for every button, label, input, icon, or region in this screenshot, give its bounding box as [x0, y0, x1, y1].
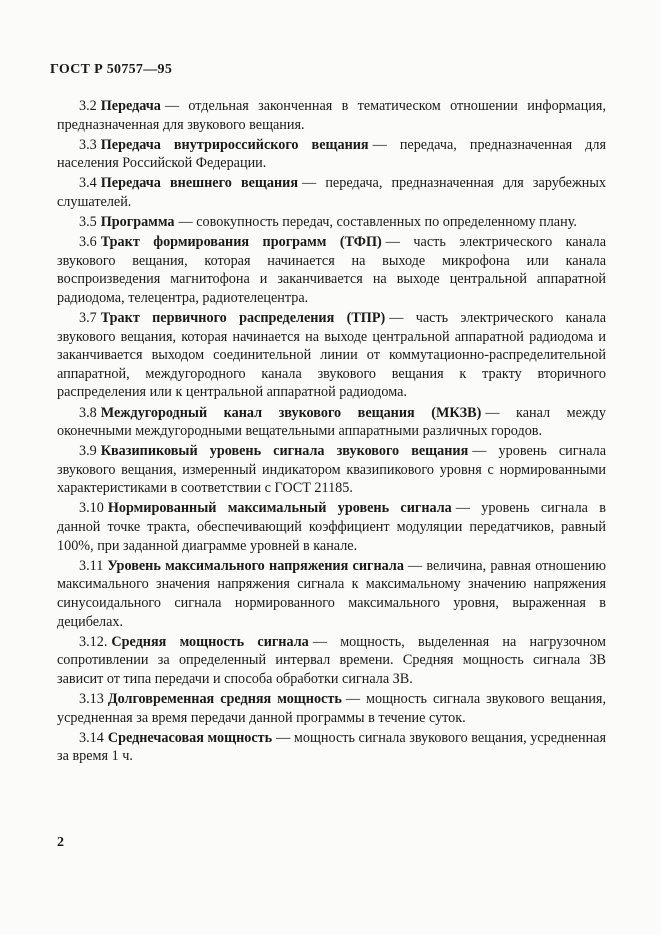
clause-number: 3.8: [79, 404, 97, 421]
clause-term: Передача: [100, 98, 161, 114]
clause-3-14: [57, 729, 606, 766]
clause-term: Тракт формирования программ (ТФП): [100, 234, 382, 251]
clause-3-4: [57, 174, 606, 211]
clause-number: 3.11: [79, 557, 104, 574]
clause-text: — часть электрического канала звукового вещания, которая начинается на выходе микрофона или канала воспроизведения магнитофона и заканчивается на выходе центральной аппаратной радиодома, телецентра, радиотелецентра.: [57, 234, 607, 306]
clause-number: 3.2: [79, 98, 97, 114]
clause-number: 3.9: [79, 443, 97, 460]
clause-3-5: [57, 213, 606, 232]
clause-number: 3.5: [79, 214, 97, 231]
clause-term: Средняя мощность сигнала: [111, 633, 309, 650]
clause-term: Передача внешнего вещания: [100, 175, 298, 192]
clause-term: Квазипиковый уровень сигнала звукового вещания: [100, 443, 469, 460]
clause-text: — канал между оконечными междугородными вещательными аппаратными различных городов.: [57, 404, 606, 440]
standard-header: ГОСТ Р 50757—95: [50, 62, 173, 77]
clause-text: — мощность сигнала звукового вещания, усредненная за время 1 ч.: [57, 729, 606, 765]
clause-text: — мощность, выделенная на нагрузочном сопротивлении за определенный интервал времени. Средняя мощность сигнала ЗВ зависит от типа передачи и способа обработки сигнала ЗВ.: [57, 633, 606, 687]
clause-number: 3.12.: [79, 633, 108, 650]
clause-text: — совокупность передач, составленных по определенному плану.: [178, 214, 577, 231]
clause-term: Тракт первичного распределения (ТПР): [100, 310, 386, 327]
clause-number: 3.3: [79, 136, 97, 153]
clause-text: — отдельная законченная в тематическом отношении информация, предназначенная для звукового вещания.: [57, 98, 606, 133]
clause-3-13: [57, 690, 606, 727]
clause-text: — передача, предназначенная для населения Российской Федерации.: [57, 136, 606, 172]
clause-3-9: [57, 442, 606, 498]
clause-3-6: [57, 233, 606, 307]
clause-3-8: [57, 404, 606, 441]
clause-term: Нормированный максимальный уровень сигнала: [107, 500, 452, 517]
clause-text: — часть электрического канала звукового вещания, которая начинается на выходе центральной аппаратной радиодома и заканчивается выходом соединительной линии от коммутационно-распределительной аппаратной, междугородного канала звукового вещания к тракту вторичного распределения или к центральной аппаратной радиодома.: [57, 310, 607, 401]
clause-term: Долговременная средняя мощность: [107, 690, 342, 707]
clause-text: — уровень сигнала в данной точке тракта, обеспечивающий коэффициент модуляции передатчиков, равный 100%, при заданной диаграмме уровней в канале.: [57, 500, 606, 554]
clause-3-11: [57, 557, 606, 631]
clause-term: Программа: [100, 214, 175, 231]
clause-3-7: [57, 309, 606, 402]
clause-3-2: [57, 97, 606, 134]
clause-term: Передача внутрироссийского вещания: [100, 136, 369, 153]
page-number: 2: [57, 835, 64, 850]
clause-3-10: [57, 499, 606, 555]
clause-text: — величина, равная отношению максимального значения напряжения сигнала к максимальному значению напряжения синусоидального сигнала нормированного максимального уровня, выраженная в децибелах.: [57, 557, 606, 630]
clause-term: Междугородный канал звукового вещания (МКЗВ): [100, 404, 482, 421]
clause-number: 3.14: [79, 729, 104, 746]
clause-term: Среднечасовая мощность: [107, 729, 273, 746]
definitions-body: [57, 97, 606, 767]
clause-number: 3.10: [79, 500, 104, 517]
clause-number: 3.13: [79, 690, 104, 707]
clause-text: — передача, предназначенная для зарубежных слушателей.: [57, 175, 606, 210]
clause-text: — мощность сигнала звукового вещания, усредненная за время передачи данной программы в течение суток.: [57, 690, 606, 726]
clause-number: 3.7: [79, 310, 97, 327]
clause-term: Уровень максимального напряжения сигнала: [107, 557, 404, 574]
clause-number: 3.6: [79, 234, 97, 251]
clause-text: — уровень сигнала звукового вещания, измеренный индикатором квазипикового уровня с нормированными характеристиками в соответствии с ГОСТ 21185.: [57, 443, 606, 497]
clause-3-3: [57, 136, 606, 173]
clause-3-12: [57, 633, 606, 689]
clause-number: 3.4: [79, 175, 97, 192]
